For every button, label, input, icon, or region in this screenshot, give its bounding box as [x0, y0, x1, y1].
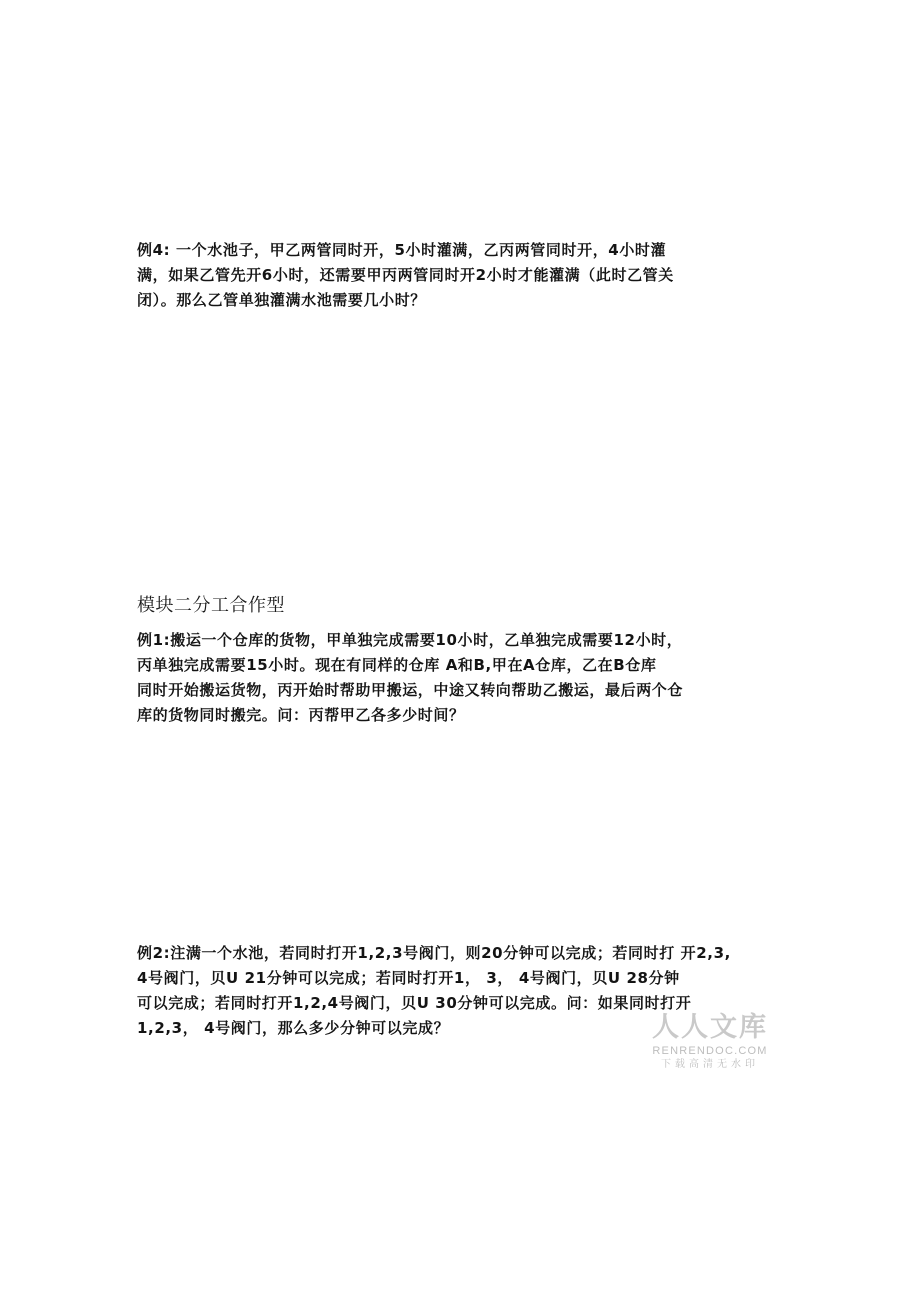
example-1-line: 丙单独完成需要15小时。现在有同样的仓库 A和B,甲在A仓库，乙在B仓库	[137, 656, 657, 674]
watermark-domain: RENRENDOC.COM	[652, 1045, 768, 1057]
example-4-line: 例4: 一个水池子，甲乙两管同时开，5小时灌满，乙丙两管同时开，4小时灌	[137, 241, 667, 259]
watermark-logo-text: 人人文库	[652, 1012, 768, 1043]
example-4-line: 闭）。那么乙管单独灌满水池需要几小时？	[137, 291, 426, 309]
example-1-line: 库的货物同时搬完。问：丙帮甲乙各多少时间？	[137, 706, 465, 724]
example-4-line: 满，如果乙管先开6小时，还需要甲丙两管同时开2小时才能灌满（此时乙管关	[137, 266, 674, 284]
example-2-line: 可以完成；若同时打开1,2,4号阀门，贝U 30分钟可以完成。问：如果同时打开	[137, 994, 692, 1012]
watermark-tagline: 下载高清无水印	[661, 1059, 759, 1070]
example-1-line: 同时开始搬运货物，丙开始时帮助甲搬运，中途又转向帮助乙搬运，最后两个仓	[137, 681, 684, 699]
example-2-line: 4号阀门，贝U 21分钟可以完成；若同时打开1， 3， 4号阀门，贝U 28分钟	[137, 969, 680, 987]
module-heading: 模块二分工合作型	[137, 595, 285, 616]
example-2-line: 例2:注满一个水池，若同时打开1,2,3号阀门，则20分钟可以完成；若同时打 开2,3,	[137, 944, 731, 962]
example-1-line: 例1:搬运一个仓库的货物，甲单独完成需要10小时，乙单独完成需要12小时，	[137, 631, 683, 649]
example-2-line: 1,2,3， 4号阀门，那么多少分钟可以完成？	[137, 1019, 450, 1037]
renrendoc-watermark	[646, 1012, 774, 1072]
